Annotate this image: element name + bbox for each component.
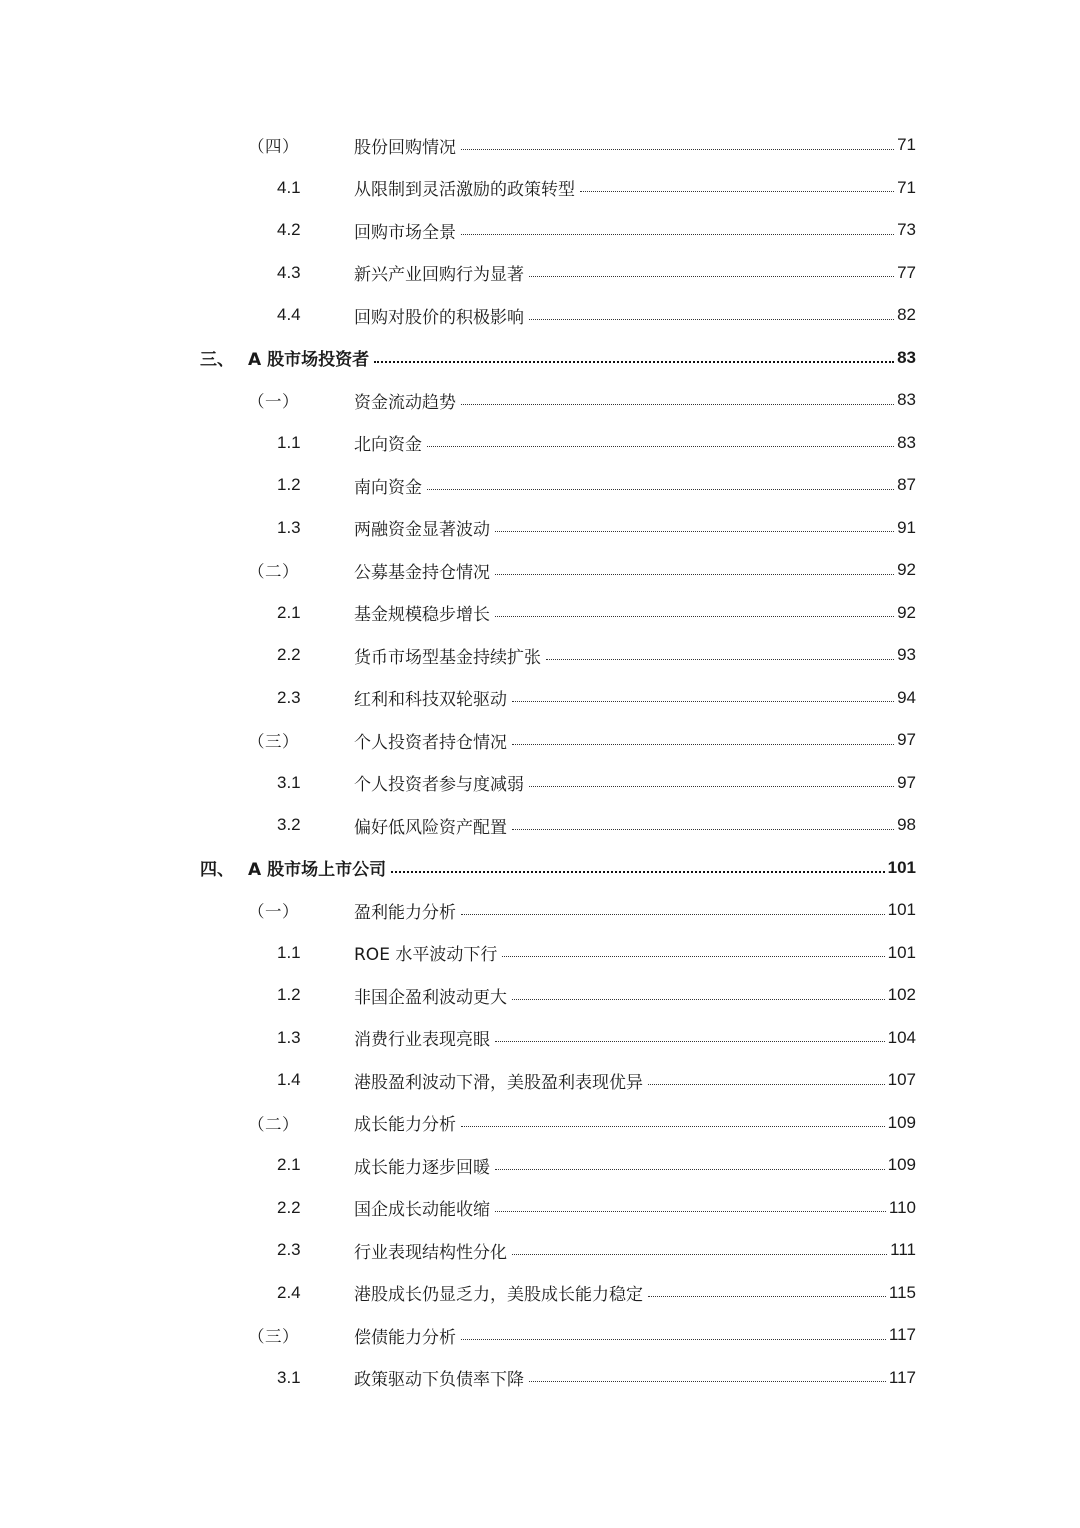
toc-entry-number: 1.1 — [277, 432, 301, 452]
toc-entry-number: 四、 — [200, 860, 234, 881]
toc-entry-number: （三） — [248, 732, 299, 752]
toc-entry-page-number: 109 — [887, 1112, 916, 1132]
toc-entry-number: 1.1 — [277, 942, 301, 962]
toc-entry-title: 回购对股价的积极影响 — [354, 307, 524, 328]
toc-entry-number: 3.2 — [277, 815, 301, 835]
toc-entry-page-number: 101 — [887, 857, 916, 877]
toc-entry-page-number: 71 — [897, 177, 916, 197]
toc-entry-item[interactable] — [200, 974, 916, 1017]
toc-entry-number: 2.3 — [277, 687, 301, 707]
toc-entry-item[interactable] — [200, 1229, 916, 1272]
toc-entry-page-number: 97 — [897, 772, 916, 792]
toc-entry-title: 回购市场全景 — [354, 222, 456, 243]
toc-entry-item[interactable] — [200, 167, 916, 210]
dot-leader — [495, 531, 894, 532]
toc-entry-page-number: 104 — [887, 1027, 916, 1047]
toc-entry-page-number: 101 — [887, 900, 916, 920]
toc-entry-item[interactable] — [200, 1357, 916, 1400]
toc-entry-number: 三、 — [200, 350, 234, 371]
toc-entry-sub[interactable] — [200, 549, 916, 592]
toc-entry-item[interactable] — [200, 932, 916, 975]
toc-entry-page-number: 109 — [887, 1155, 916, 1175]
dot-leader — [580, 191, 894, 192]
toc-entry-sub[interactable] — [200, 1102, 916, 1145]
toc-entry-item[interactable] — [200, 677, 916, 720]
toc-entry-sub[interactable] — [200, 379, 916, 422]
dot-leader — [529, 1381, 886, 1382]
toc-entry-number: 2.1 — [277, 602, 301, 622]
dot-leader — [391, 871, 885, 873]
toc-entry-page-number: 92 — [897, 602, 916, 622]
toc-entry-item[interactable] — [200, 1272, 916, 1315]
dot-leader — [461, 149, 894, 150]
toc-entry-number: （四） — [248, 137, 299, 157]
toc-entry-number: 2.1 — [277, 1155, 301, 1175]
toc-entry-title: A 股市场投资者 — [248, 350, 370, 371]
toc-entry-number: 2.4 — [277, 1282, 301, 1302]
toc-entry-page-number: 115 — [888, 1282, 916, 1302]
dot-leader — [374, 361, 894, 363]
toc-entry-title: 货币市场型基金持续扩张 — [354, 647, 541, 668]
toc-entry-title: 港股成长仍显乏力，美股成长能力稳定 — [354, 1285, 643, 1306]
toc-entry-number: 3.1 — [277, 772, 301, 792]
dot-leader — [495, 1169, 885, 1170]
toc-entry-title: 股份回购情况 — [354, 137, 456, 158]
toc-entry-item[interactable] — [200, 1017, 916, 1060]
toc-entry-item[interactable] — [200, 209, 916, 252]
toc-entry-page-number: 73 — [897, 220, 916, 240]
toc-entry-title: 国企成长动能收缩 — [354, 1200, 490, 1221]
dot-leader — [461, 234, 894, 235]
dot-leader — [546, 659, 894, 660]
toc-entry-title: 红利和科技双轮驱动 — [354, 690, 507, 711]
toc-entry-item[interactable] — [200, 252, 916, 295]
toc-entry-number: （二） — [248, 1114, 299, 1134]
toc-entry-number: 1.3 — [277, 1027, 301, 1047]
toc-entry-page-number: 77 — [897, 262, 916, 282]
dot-leader — [461, 914, 885, 915]
toc-entry-number: 2.2 — [277, 1197, 301, 1217]
toc-entry-item[interactable] — [200, 1144, 916, 1187]
toc-entry-item[interactable] — [200, 634, 916, 677]
dot-leader — [495, 616, 894, 617]
toc-entry-number: 1.3 — [277, 517, 301, 537]
toc-entry-page-number: 102 — [887, 985, 916, 1005]
toc-entry-number: 1.2 — [277, 985, 301, 1005]
toc-entry-title: 个人投资者参与度减弱 — [354, 775, 524, 796]
toc-entry-number: 4.2 — [277, 220, 301, 240]
toc-entry-item[interactable] — [200, 507, 916, 550]
toc-entry-page-number: 98 — [897, 815, 916, 835]
toc-entry-title: ROE 水平波动下行 — [354, 945, 498, 966]
toc-entry-number: 2.3 — [277, 1240, 301, 1260]
toc-entry-page-number: 92 — [897, 560, 916, 580]
toc-entry-number: 3.1 — [277, 1367, 301, 1387]
toc-entry-item[interactable] — [200, 804, 916, 847]
toc-entry-sub[interactable] — [200, 124, 916, 167]
toc-entry-item[interactable] — [200, 592, 916, 635]
toc-entry-number: （一） — [248, 392, 299, 412]
toc-entry-page-number: 91 — [897, 517, 916, 537]
toc-entry-page-number: 83 — [897, 347, 916, 367]
toc-entry-number: 1.2 — [277, 475, 301, 495]
dot-leader — [512, 829, 894, 830]
dot-leader — [495, 1211, 886, 1212]
toc-entry-title: 政策驱动下负债率下降 — [354, 1370, 524, 1391]
dot-leader — [502, 956, 884, 957]
toc-entry-page-number: 94 — [897, 687, 916, 707]
toc-entry-title: 盈利能力分析 — [354, 902, 456, 923]
dot-leader — [529, 276, 894, 277]
toc-entry-number: 4.4 — [277, 305, 301, 325]
dot-leader — [512, 701, 894, 702]
toc-entry-page-number: 83 — [897, 432, 916, 452]
dot-leader — [427, 446, 894, 447]
toc-entry-title: 资金流动趋势 — [354, 392, 456, 413]
dot-leader — [495, 1041, 885, 1042]
dot-leader — [529, 786, 894, 787]
toc-entry-number: （二） — [248, 562, 299, 582]
toc-entry-title: 偏好低风险资产配置 — [354, 817, 507, 838]
toc-entry-sub[interactable] — [200, 1314, 916, 1357]
toc-entry-number: 2.2 — [277, 645, 301, 665]
toc-entry-title: 成长能力分析 — [354, 1115, 456, 1136]
toc-entry-page-number: 101 — [887, 942, 916, 962]
toc-entry-item[interactable] — [200, 422, 916, 465]
dot-leader — [512, 1254, 887, 1255]
toc-entry-title: 行业表现结构性分化 — [354, 1242, 507, 1263]
toc-entry-title: 北向资金 — [354, 435, 422, 456]
toc-entry-page-number: 82 — [897, 305, 916, 325]
toc-entry-item[interactable] — [200, 762, 916, 805]
toc-entry-number: （一） — [248, 902, 299, 922]
dot-leader — [529, 319, 894, 320]
toc-entry-chapter[interactable] — [200, 847, 916, 890]
dot-leader — [461, 1126, 885, 1127]
toc-entry-title: A 股市场上市公司 — [248, 860, 387, 881]
toc-entry-page-number: 107 — [887, 1070, 916, 1090]
toc-entry-title: 新兴产业回购行为显著 — [354, 265, 524, 286]
toc-entry-number: （三） — [248, 1327, 299, 1347]
toc-entry-title: 港股盈利波动下滑，美股盈利表现优异 — [354, 1072, 643, 1093]
toc-entry-page-number: 71 — [897, 135, 916, 155]
toc-entry-item[interactable] — [200, 1187, 916, 1230]
dot-leader — [512, 744, 894, 745]
toc-entry-chapter[interactable] — [200, 337, 916, 380]
toc-entry-item[interactable] — [200, 464, 916, 507]
table-of-contents — [200, 124, 916, 1399]
toc-entry-item[interactable] — [200, 1059, 916, 1102]
toc-entry-title: 消费行业表现亮眼 — [354, 1030, 490, 1051]
toc-entry-page-number: 117 — [888, 1367, 916, 1387]
toc-entry-page-number: 117 — [888, 1325, 916, 1345]
toc-entry-title: 偿债能力分析 — [354, 1327, 456, 1348]
dot-leader — [648, 1296, 886, 1297]
toc-entry-title: 南向资金 — [354, 477, 422, 498]
toc-entry-number: 4.1 — [277, 177, 301, 197]
dot-leader — [495, 574, 894, 575]
toc-entry-page-number: 97 — [897, 730, 916, 750]
toc-entry-page-number: 87 — [897, 475, 916, 495]
toc-entry-page-number: 93 — [897, 645, 916, 665]
toc-entry-title: 从限制到灵活激励的政策转型 — [354, 180, 575, 201]
toc-entry-page-number: 83 — [897, 390, 916, 410]
toc-entry-item[interactable] — [200, 294, 916, 337]
toc-entry-number: 1.4 — [277, 1070, 301, 1090]
toc-entry-title: 公募基金持仓情况 — [354, 562, 490, 583]
toc-entry-page-number: 111 — [890, 1240, 916, 1260]
toc-entry-sub[interactable] — [200, 889, 916, 932]
dot-leader — [427, 489, 894, 490]
dot-leader — [461, 404, 894, 405]
toc-entry-title: 两融资金显著波动 — [354, 520, 490, 541]
toc-entry-page-number: 110 — [888, 1197, 916, 1217]
toc-entry-sub[interactable] — [200, 719, 916, 762]
dot-leader — [648, 1084, 885, 1085]
toc-entry-title: 个人投资者持仓情况 — [354, 732, 507, 753]
toc-entry-number: 4.3 — [277, 262, 301, 282]
toc-entry-title: 基金规模稳步增长 — [354, 605, 490, 626]
dot-leader — [512, 999, 885, 1000]
toc-entry-title: 成长能力逐步回暖 — [354, 1157, 490, 1178]
dot-leader — [461, 1339, 886, 1340]
toc-entry-title: 非国企盈利波动更大 — [354, 987, 507, 1008]
